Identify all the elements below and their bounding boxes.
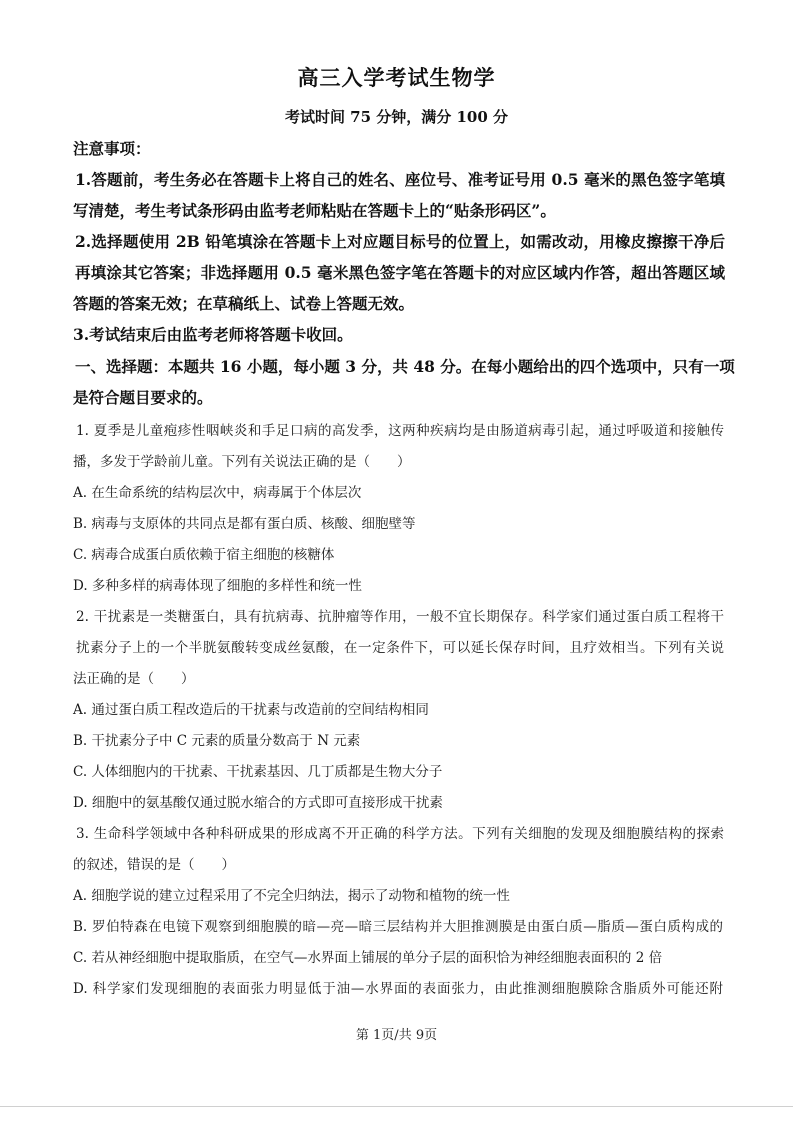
notice-item-3: 3.考试结束后由监考老师将答题卡收回。	[73, 325, 353, 344]
q2-stem-line-2: 扰素分子上的一个半胱氨酸转变成丝氨酸，在一定条件下，可以延长保存时间，且疗效相当。下列有关说	[76, 640, 724, 656]
notice-item-2-line-3: 答题的答案无效；在草稿纸上、试卷上答题无效。	[73, 294, 415, 313]
page-number: 第 1页/共 9页	[355, 1028, 438, 1043]
q1-stem-line-1: 1. 夏季是儿童疱疹性咽峡炎和手足口病的高发季，这两种疾病均是由肠道病毒引起，通过呼吸道和接触传	[76, 423, 724, 439]
q3-stem-line-2: 的叙述，错误的是（ ）	[73, 857, 235, 873]
q2-option-a: A. 通过蛋白质工程改造后的干扰素与改造前的空间结构相同	[73, 702, 429, 718]
section-1-heading-line-1: 一、选择题：本题共 16 小题，每小题 3 分，共 48 分。在每小题给出的四个选项中，只有一项	[75, 357, 735, 376]
page-title: 高三入学考试生物学	[297, 65, 496, 90]
q2-option-d: D. 细胞中的氨基酸仅通过脱水缩合的方式即可直接形成干扰素	[73, 795, 443, 811]
q2-option-b: B. 干扰素分子中 C 元素的质量分数高于 N 元素	[73, 733, 361, 749]
q1-option-d: D. 多种多样的病毒体现了细胞的多样性和统一性	[73, 578, 362, 594]
q1-stem-line-2: 播，多发于学龄前儿童。下列有关说法正确的是（ ）	[73, 454, 411, 470]
notice-heading: 注意事项：	[73, 139, 151, 158]
section-1-heading-line-2: 是符合题目要求的。	[73, 388, 213, 407]
q3-option-b: B. 罗伯特森在电镜下观察到细胞膜的暗—亮—暗三层结构并大胆推测膜是由蛋白质—脂质—蛋白质构成的	[73, 919, 723, 935]
q3-stem-line-1: 3. 生命科学领域中各种科研成果的形成离不开正确的科学方法。下列有关细胞的发现及细胞膜结构的探索	[76, 826, 724, 842]
q3-option-d: D. 科学家们发现细胞的表面张力明显低于油—水界面的表面张力，由此推测细胞膜除含脂质外可能还附	[73, 981, 723, 997]
notice-item-2-line-1: 2.选择题使用 2B 铅笔填涂在答题卡上对应题目标号的位置上，如需改动，用橡皮擦擦干净后	[75, 232, 725, 251]
notice-item-1-line-1: 1.答题前，考生务必在答题卡上将自己的姓名、座位号、准考证号用 0.5 毫米的黑色签字笔填	[75, 170, 725, 189]
exam-time-subtitle: 考试时间 75 分钟，满分 100 分	[284, 108, 509, 126]
bottom-divider	[0, 1106, 793, 1107]
q1-option-a: A. 在生命系统的结构层次中，病毒属于个体层次	[73, 485, 362, 501]
notice-item-1-line-2: 写清楚，考生考试条形码由监考老师粘贴在答题卡上的“贴条形码区”。	[73, 201, 556, 220]
q3-option-c: C. 若从神经细胞中提取脂质，在空气—水界面上铺展的单分子层的面积恰为神经细胞表面积的 2 倍	[73, 950, 663, 966]
q2-stem-line-3: 法正确的是（ ）	[73, 671, 195, 687]
notice-item-2-line-2: 再填涂其它答案；非选择题用 0.5 毫米黑色签字笔在答题卡的对应区域内作答，超出答题区域	[75, 263, 725, 282]
q3-option-a: A. 细胞学说的建立过程采用了不完全归纳法，揭示了动物和植物的统一性	[73, 888, 510, 904]
q2-stem-line-1: 2. 干扰素是一类糖蛋白，具有抗病毒、抗肿瘤等作用，一般不宜长期保存。科学家们通过蛋白质工程将干	[76, 609, 724, 625]
q1-option-c: C. 病毒合成蛋白质依赖于宿主细胞的核糖体	[73, 547, 335, 563]
q1-option-b: B. 病毒与支原体的共同点是都有蛋白质、核酸、细胞壁等	[73, 516, 416, 532]
q2-option-c: C. 人体细胞内的干扰素、干扰素基因、几丁质都是生物大分子	[73, 764, 443, 780]
